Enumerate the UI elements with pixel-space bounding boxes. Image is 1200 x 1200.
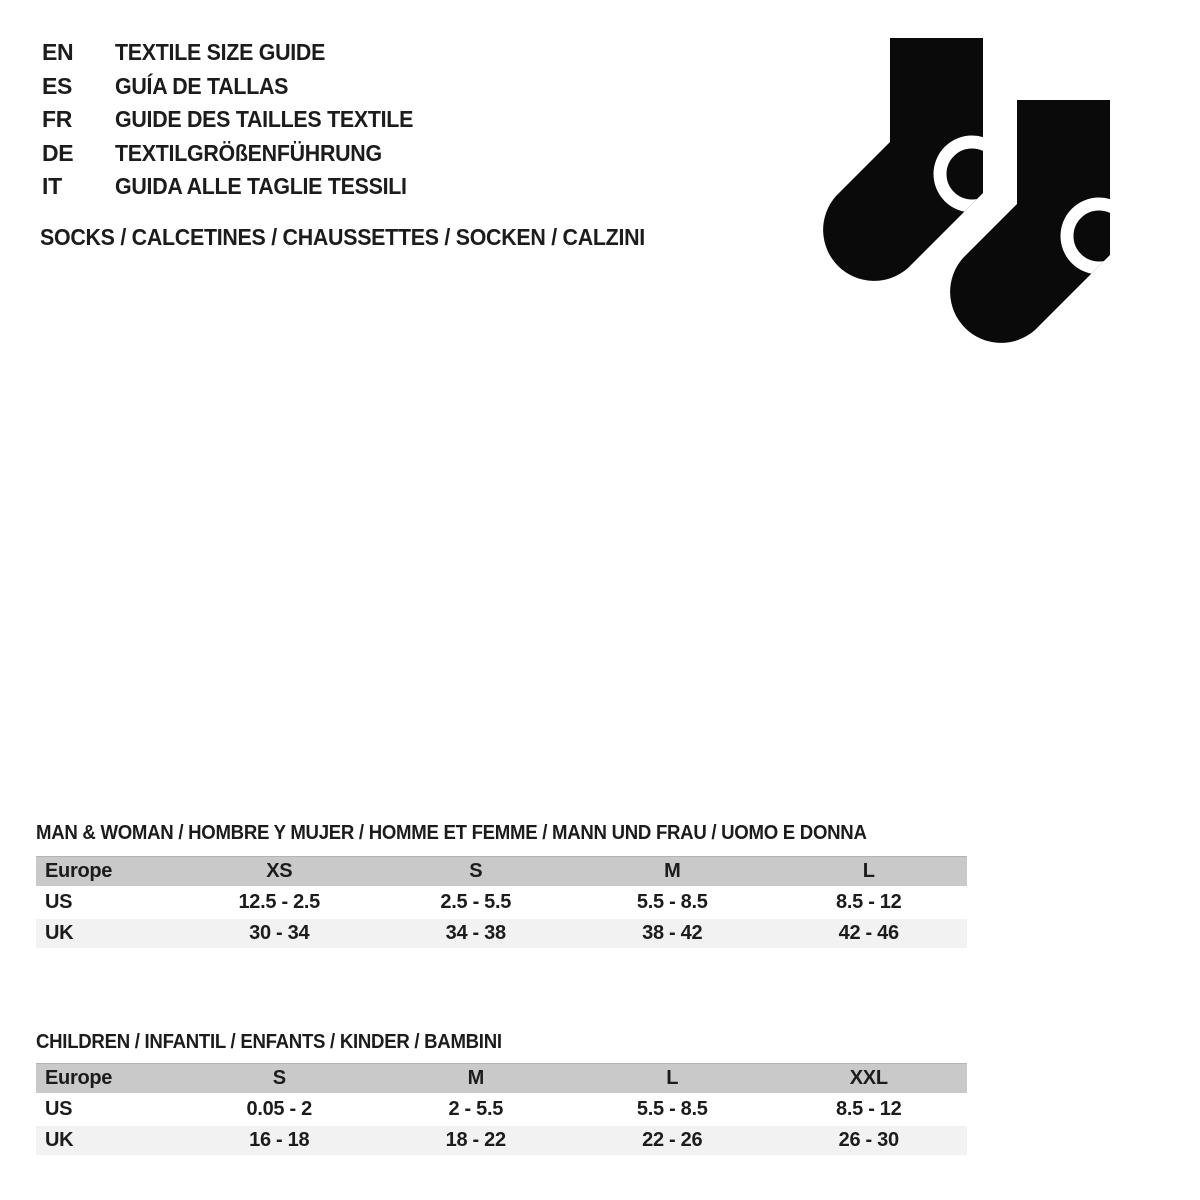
guide-title: GUIDE DES TAILLES TEXTILE	[115, 106, 414, 133]
size-range: 22 - 26	[574, 1126, 771, 1155]
section-title-adults: MAN & WOMAN / HOMBRE Y MUJER / HOMME ET FEMME / MANN UND FRAU / UOMO E DONNA	[36, 822, 867, 844]
size-range: 5.5 - 8.5	[636, 1098, 708, 1120]
size-range: 38 - 42	[574, 919, 771, 948]
column-header-size: XXL	[771, 1063, 968, 1093]
size-range: 2 - 5.5	[448, 1098, 504, 1120]
size-range: 8.5 - 12	[836, 891, 902, 913]
socks-icon	[808, 26, 1114, 348]
language-code: EN	[42, 39, 74, 66]
column-header-size: S	[181, 1063, 378, 1093]
size-range: 5.5 - 8.5	[636, 891, 708, 913]
table-row-us	[36, 1095, 967, 1124]
row-label: UK	[36, 1126, 181, 1155]
table-row-uk	[36, 1126, 967, 1155]
size-range: 34 - 38	[378, 919, 575, 948]
language-code: IT	[42, 173, 62, 200]
table-row-uk	[36, 919, 967, 948]
size-range: 16 - 18	[181, 1126, 378, 1155]
size-range: 0.05 - 2	[246, 1098, 312, 1120]
row-label: US	[45, 1098, 73, 1120]
size-range: 30 - 34	[181, 919, 378, 948]
column-header-region: Europe	[36, 856, 181, 886]
size-range: 8.5 - 12	[836, 1098, 902, 1120]
column-header-size: S	[378, 856, 575, 886]
size-range: 2.5 - 5.5	[440, 891, 512, 913]
guide-title: GUÍA DE TALLAS	[115, 72, 289, 99]
column-header-size: XS	[181, 856, 378, 886]
size-range: 42 - 46	[771, 919, 968, 948]
size-table-adults	[36, 854, 967, 950]
guide-title: TEXTILE SIZE GUIDE	[115, 39, 326, 66]
row-label: UK	[36, 919, 181, 948]
size-range: 18 - 22	[378, 1126, 575, 1155]
size-range: 12.5 - 2.5	[238, 891, 320, 913]
size-table-children	[36, 1061, 967, 1157]
language-code: FR	[42, 106, 73, 133]
table-header-row	[36, 856, 967, 886]
language-code: ES	[42, 72, 73, 99]
section-title-children: CHILDREN / INFANTIL / ENFANTS / KINDER / BAMBINI	[36, 1031, 502, 1053]
language-row	[42, 170, 436, 204]
column-header-size: M	[378, 1063, 575, 1093]
column-header-size: L	[574, 1063, 771, 1093]
language-row	[42, 36, 436, 70]
guide-title: TEXTILGRÖßENFÜHRUNG	[115, 139, 382, 166]
language-row	[42, 70, 436, 104]
table-row-us	[36, 888, 967, 917]
guide-title: GUIDA ALLE TAGLIE TESSILI	[115, 173, 407, 200]
column-header-size: L	[771, 856, 968, 886]
column-header-region: Europe	[36, 1063, 181, 1093]
column-header-size: M	[574, 856, 771, 886]
size-range: 26 - 30	[771, 1126, 968, 1155]
language-row	[42, 103, 436, 137]
product-category-line: SOCKS / CALCETINES / CHAUSSETTES / SOCKEN / CALZINI	[40, 224, 645, 250]
table-header-row	[36, 1063, 967, 1093]
language-code: DE	[42, 139, 74, 166]
row-label: US	[45, 891, 73, 913]
language-row	[42, 137, 436, 171]
language-title-list	[42, 36, 436, 204]
